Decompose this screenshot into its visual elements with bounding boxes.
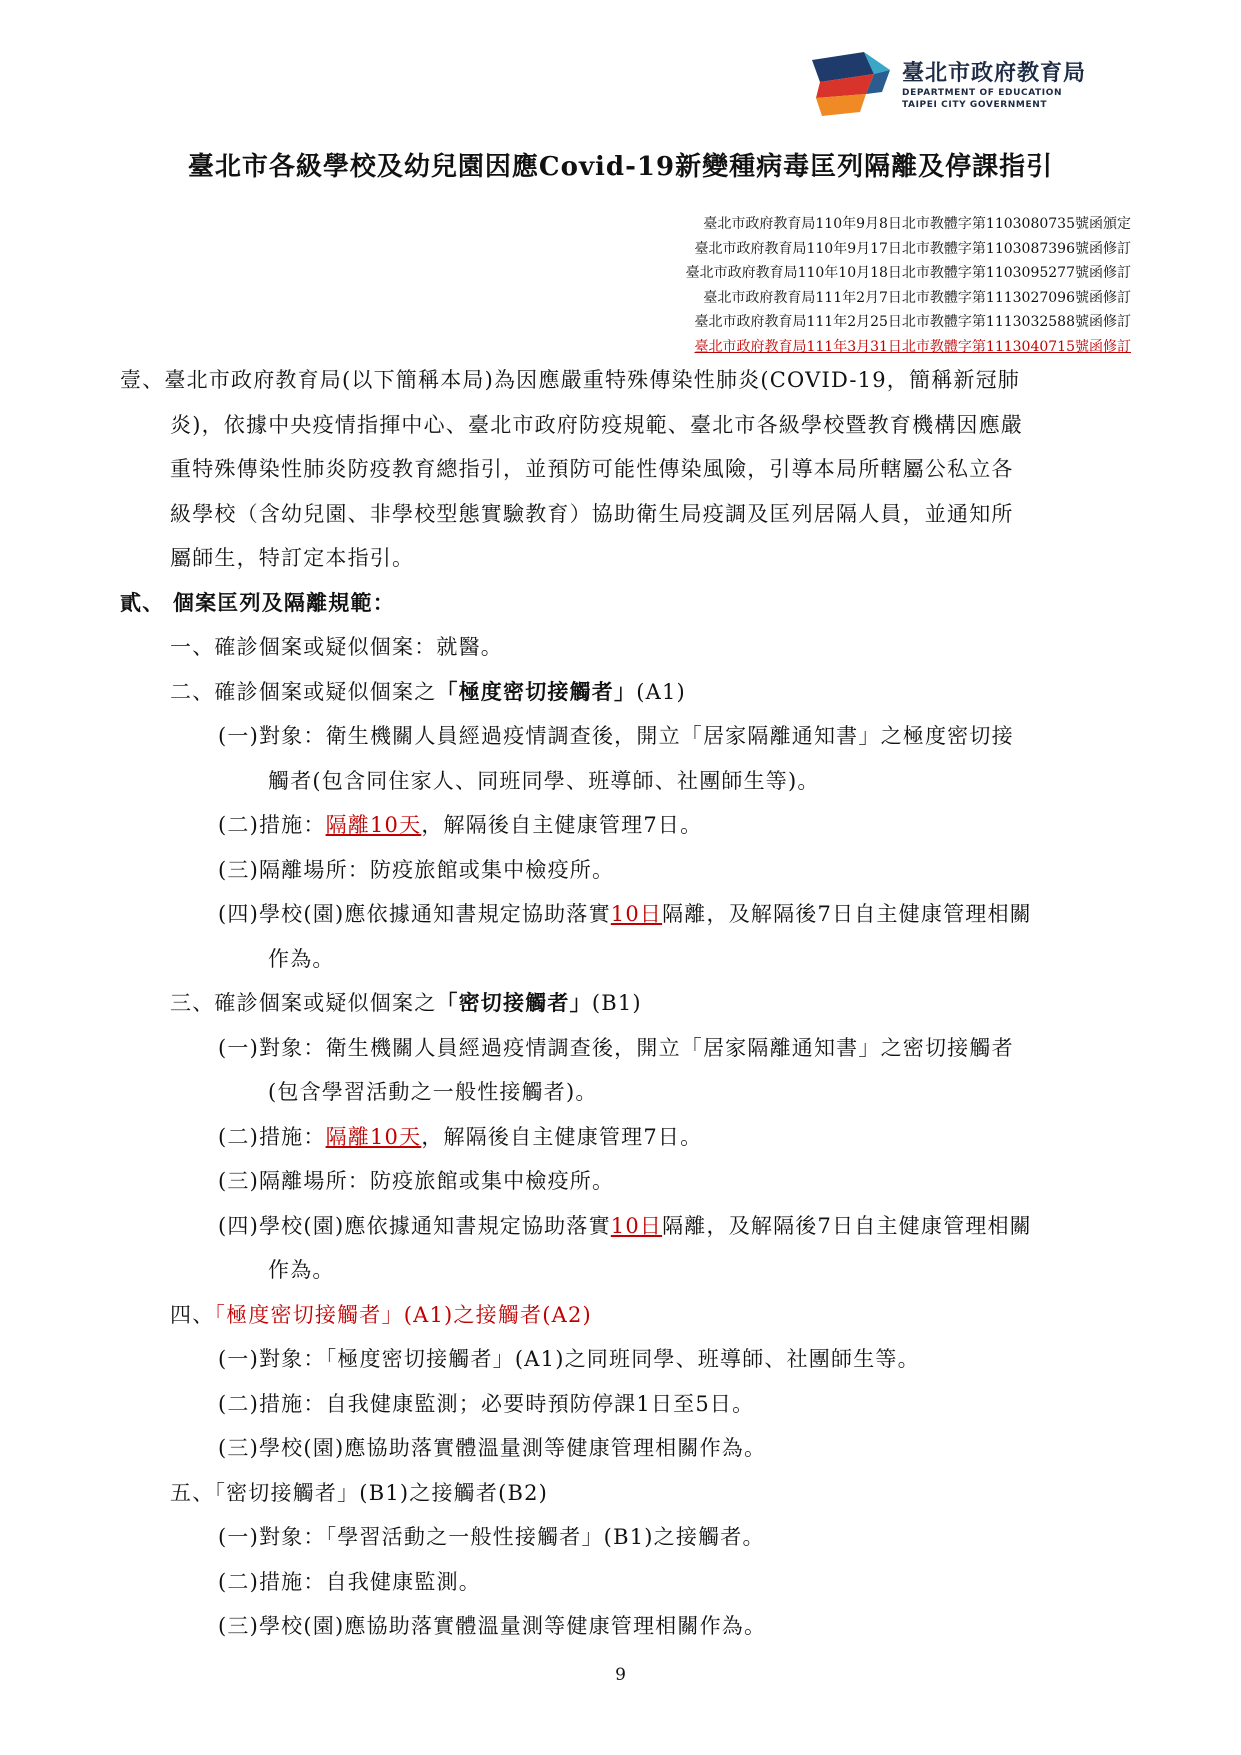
logo-name-en-2: TAIPEI CITY GOVERNMENT <box>902 100 1048 110</box>
item2-suffix: (A1) <box>636 680 686 704</box>
item3-bold: 「密切接觸者」 <box>436 990 592 1015</box>
item3-sub2-suffix: ，解隔後自主健康管理7日。 <box>421 1125 703 1149</box>
item2-sub3: (三)隔離場所：防疫旅館或集中檢疫所。 <box>218 858 615 882</box>
section1-line-4: 級學校（含幼兒園、非學校型態實驗教育）協助衛生局疫調及匡列居隔人員，並通知所 <box>170 502 1014 526</box>
section1-line-1: 壹、臺北市政府教育局(以下簡稱本局)為因應嚴重特殊傳染性肺炎(COVID-19，簡稱新冠肺 <box>120 368 1020 392</box>
reference-line: 臺北市政府教育局111年2月7日北市教體字第1113027096號函修訂 <box>703 289 1131 306</box>
item4-heading <box>170 1299 592 1329</box>
item4-sub3: (三)學校(園)應協助落實體溫量測等健康管理相關作為。 <box>218 1436 767 1460</box>
item2-heading <box>170 676 686 706</box>
reference-line: 臺北市政府教育局111年2月25日北市教體字第1113032588號函修訂 <box>694 314 1131 330</box>
item2-sub1-b: 觸者(包含同住家人、同班同學、班導師、社團師生等)。 <box>268 769 820 793</box>
item3-sub4-prefix: (四)學校(園)應依據通知書規定協助落實 <box>218 1214 611 1238</box>
item3-sub1-a: (一)對象：衛生機關人員經過疫情調查後，開立「居家隔離通知書」之密切接觸者 <box>218 1036 1014 1060</box>
item2-sub1-a: (一)對象：衛生機關人員經過疫情調查後，開立「居家隔離通知書」之極度密切接 <box>218 724 1014 748</box>
item3-sub4-red: 10日 <box>610 1214 663 1238</box>
item2-sub4-prefix: (四)學校(園)應依據通知書規定協助落實 <box>218 902 611 926</box>
item5-heading: 五、「密切接觸者」(B1)之接觸者(B2) <box>170 1481 549 1505</box>
item3-suffix: (B1) <box>591 991 642 1015</box>
item4-sub2: (二)措施：自我健康監測；必要時預防停課1日至5日。 <box>218 1392 755 1416</box>
item3-sub4-suffix: 隔離，及解隔後7日自主健康管理相關 <box>662 1214 1032 1238</box>
item3-heading <box>170 987 642 1017</box>
item4-sub1: (一)對象：「極度密切接觸者」(A1)之同班同學、班導師、社團師生等。 <box>218 1347 920 1371</box>
item2-sub2-suffix: ，解隔後自主健康管理7日。 <box>421 813 703 837</box>
logo-name-en-1: DEPARTMENT OF EDUCATION <box>902 88 1063 98</box>
reference-line: 臺北市政府教育局110年9月8日北市教體字第1103080735號函頒定 <box>703 216 1131 232</box>
reference-list <box>686 212 1131 359</box>
section2-heading: 貳、 個案匡列及隔離規範： <box>120 590 395 615</box>
item3-sub1-b: (包含學習活動之一般性接觸者)。 <box>268 1080 598 1104</box>
item2-prefix: 二、確診個案或疑似個案之 <box>170 680 437 704</box>
page-number: 9 <box>615 1665 626 1685</box>
logo-name-zh: 臺北市政府教育局 <box>902 61 1087 86</box>
reference-line: 臺北市政府教育局110年10月18日北市教體字第1103095277號函修訂 <box>685 265 1131 281</box>
item3-prefix: 三、確診個案或疑似個案之 <box>170 991 437 1015</box>
section1-line-2: 炎)，依據中央疫情指揮中心、臺北市政府防疫規範、臺北市各級學校暨教育機構因應嚴 <box>170 413 1023 437</box>
item2-sub4-red: 10日 <box>610 902 663 926</box>
item3-sub4 <box>218 1210 1032 1240</box>
item3-sub2-red: 隔離10天 <box>325 1125 422 1149</box>
item5-sub2: (二)措施：自我健康監測。 <box>218 1570 481 1594</box>
item2-sub4-b: 作為。 <box>268 947 335 971</box>
item4-prefix: 四、 <box>170 1303 215 1327</box>
department-emblem-icon <box>812 52 892 118</box>
item3-sub3: (三)隔離場所：防疫旅館或集中檢疫所。 <box>218 1169 615 1193</box>
item3-sub4-b: 作為。 <box>268 1258 335 1282</box>
item3-sub2 <box>218 1121 702 1151</box>
department-logo <box>812 52 1142 118</box>
item5-sub1: (一)對象：「學習活動之一般性接觸者」(B1)之接觸者。 <box>218 1525 765 1549</box>
item3-sub2-prefix: (二)措施： <box>218 1125 326 1149</box>
reference-line: 臺北市政府教育局110年9月17日北市教體字第1103087396號函修訂 <box>694 240 1131 257</box>
section1-line-5: 屬師生，特訂定本指引。 <box>170 546 415 570</box>
item4-red: 「極度密切接觸者」(A1)之接觸者(A2) <box>214 1303 592 1327</box>
item1: 一、確診個案或疑似個案：就醫。 <box>170 635 503 659</box>
item2-sub2-red: 隔離10天 <box>325 813 422 837</box>
item2-sub2-prefix: (二)措施： <box>218 813 326 837</box>
item5-sub3: (三)學校(園)應協助落實體溫量測等健康管理相關作為。 <box>218 1614 767 1638</box>
document-title: 臺北市各級學校及幼兒園因應Covid-19新變種病毒匡列隔離及停課指引 <box>187 152 1054 182</box>
item2-sub4 <box>218 898 1032 928</box>
reference-line-latest: 臺北市政府教育局111年3月31日北市教體字第1113040715號函修訂 <box>694 338 1131 355</box>
item2-sub2 <box>218 809 702 839</box>
item2-sub4-suffix: 隔離，及解隔後7日自主健康管理相關 <box>662 902 1032 926</box>
item2-bold: 「極度密切接觸者」 <box>436 679 637 704</box>
section1-line-3: 重特殊傳染性肺炎防疫教育總指引，並預防可能性傳染風險，引導本局所轄屬公私立各 <box>170 457 1014 481</box>
